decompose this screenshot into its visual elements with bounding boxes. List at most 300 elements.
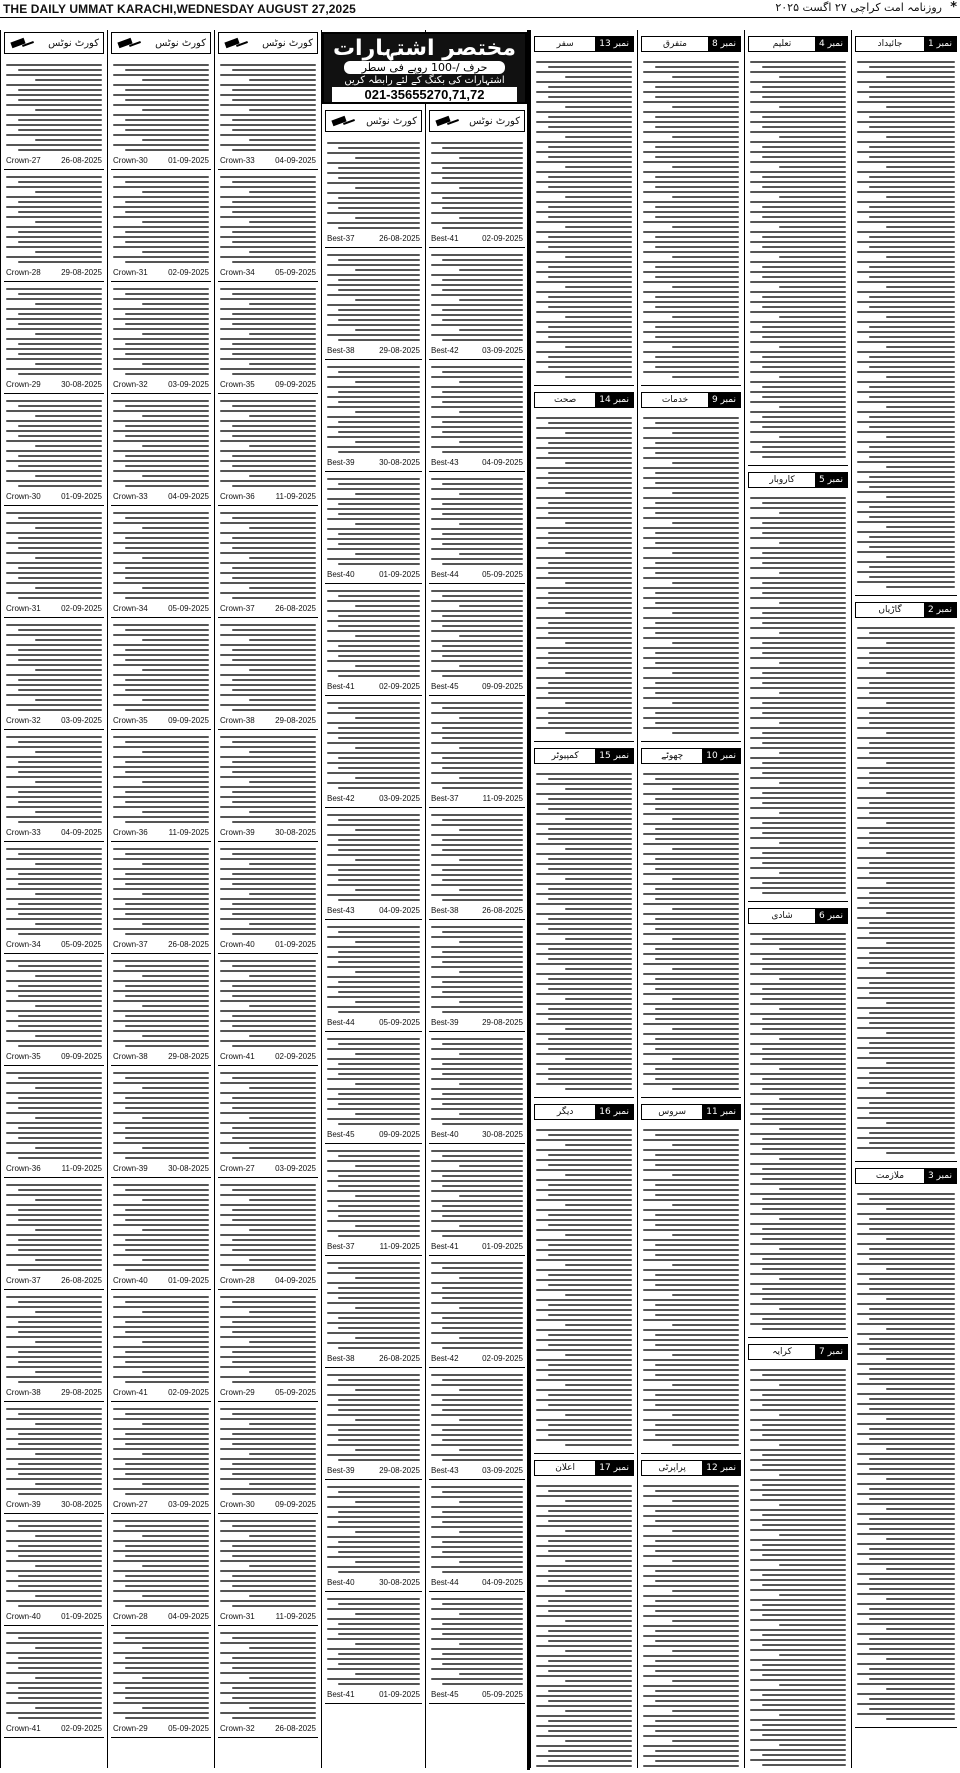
court-notice [429, 920, 525, 1032]
classified-listing [855, 1187, 957, 1728]
court-notice [429, 1480, 525, 1592]
notice-body [218, 284, 318, 379]
court-notice [4, 1626, 104, 1738]
notice-footer [111, 267, 211, 278]
court-notice [4, 58, 104, 170]
notice-tag: Crown-40 [220, 940, 255, 949]
notice-tag: Crown-33 [113, 492, 148, 501]
classified-column-2 [637, 30, 744, 1768]
notice-date: 05-09-2025 [379, 1018, 420, 1027]
notice-date: 11-09-2025 [61, 1164, 102, 1173]
court-notice [218, 170, 318, 282]
court-notice [4, 730, 104, 842]
court-notice [218, 1178, 318, 1290]
ad-phone: 021-35655270,71,72 [332, 87, 517, 102]
notice-tag: Crown-38 [113, 1052, 148, 1061]
court-notice [111, 1290, 211, 1402]
notice-tag: Crown-30 [220, 1500, 255, 1509]
category-number: نمبر 3 [924, 1169, 956, 1183]
notice-body [748, 929, 848, 1334]
notice-body [111, 1404, 211, 1499]
notice-date: 04-09-2025 [482, 458, 523, 467]
notice-date: 11-09-2025 [275, 492, 316, 501]
notice-tag: Best-41 [431, 1242, 459, 1251]
court-notice [218, 618, 318, 730]
notice-footer [111, 379, 211, 390]
notice-footer [325, 1465, 422, 1476]
notice-date: 01-09-2025 [61, 1612, 102, 1621]
notice-tag: Best-37 [327, 234, 355, 243]
notice-tag: Crown-40 [6, 1612, 41, 1621]
notice-body [4, 844, 104, 939]
gavel-icon [434, 115, 460, 127]
notice-body [4, 1404, 104, 1499]
notice-date: 26-08-2025 [275, 1724, 316, 1733]
notice-date: 26-08-2025 [482, 906, 523, 915]
notice-tag: Crown-41 [113, 1388, 148, 1397]
notice-tag: Crown-27 [6, 156, 41, 165]
notice-tag: Crown-34 [113, 604, 148, 613]
category-header [855, 36, 957, 52]
english-title: THE DAILY UMMAT KARACHI,WEDNESDAY AUGUST 27,2025 [3, 2, 356, 16]
notice-date: 11-09-2025 [379, 1242, 420, 1251]
notice-tag: Best-40 [327, 570, 355, 579]
notice-date: 09-09-2025 [61, 1052, 102, 1061]
notice-tag: Crown-39 [220, 828, 255, 837]
category-label: جائیداد [877, 39, 903, 49]
notice-date: 26-08-2025 [61, 1276, 102, 1285]
notice-tag: Best-38 [327, 1354, 355, 1363]
notice-date: 03-09-2025 [168, 1500, 209, 1509]
notice-footer [4, 491, 104, 502]
court-notice [4, 1066, 104, 1178]
classified-listing [534, 767, 634, 1098]
notice-footer [218, 379, 318, 390]
notice-body [218, 1404, 318, 1499]
notice-tag: Crown-29 [113, 1724, 148, 1733]
classified-listing [641, 1479, 741, 1768]
category-header [855, 1168, 957, 1184]
notice-body [429, 250, 525, 345]
court-notice [111, 618, 211, 730]
notice-tag: Crown-28 [113, 1612, 148, 1621]
notice-tag: Crown-41 [220, 1052, 255, 1061]
category-header [748, 36, 848, 52]
notice-footer [429, 457, 525, 468]
notice-footer [111, 1723, 211, 1734]
notice-footer [429, 1129, 525, 1140]
court-notice [218, 954, 318, 1066]
notice-date: 03-09-2025 [482, 346, 523, 355]
category-number: نمبر 10 [702, 749, 740, 763]
category-label: چھوٹے [661, 751, 684, 761]
notice-footer [325, 345, 422, 356]
notice-tag: Crown-27 [113, 1500, 148, 1509]
notice-date: 02-09-2025 [482, 1354, 523, 1363]
notice-body [111, 732, 211, 827]
notice-body [325, 1034, 422, 1129]
notice-body [855, 623, 957, 1158]
category-number: نمبر 8 [708, 37, 740, 51]
ad-booking-text: اشتہارات کی بکنگ کے لئے رابطہ کریں [344, 75, 505, 86]
court-notice [111, 1402, 211, 1514]
court-notice [218, 842, 318, 954]
notice-body [429, 138, 525, 233]
notice-date: 11-09-2025 [275, 1612, 316, 1621]
classified-column-3 [744, 30, 851, 1768]
category-number: نمبر 1 [924, 37, 956, 51]
notice-tag: Crown-35 [113, 716, 148, 725]
notice-date: 26-08-2025 [379, 1354, 420, 1363]
court-notice [429, 584, 525, 696]
notice-body [429, 1034, 525, 1129]
notice-date: 26-08-2025 [168, 940, 209, 949]
notice-footer [4, 1387, 104, 1398]
notice-footer [4, 1499, 104, 1510]
court-notice [4, 506, 104, 618]
notice-tag: Crown-31 [220, 1612, 255, 1621]
classified-listing [534, 1479, 634, 1768]
notice-footer [218, 939, 318, 950]
notice-body [4, 956, 104, 1051]
notice-tag: Crown-40 [113, 1276, 148, 1285]
notice-tag: Crown-37 [6, 1276, 41, 1285]
court-notice [111, 282, 211, 394]
notice-date: 30-08-2025 [379, 1578, 420, 1587]
notice-body [641, 1125, 741, 1450]
category-header [641, 36, 741, 52]
category-label: سفر [556, 39, 574, 49]
court-notice [111, 842, 211, 954]
notice-footer [218, 1275, 318, 1286]
notice-body [325, 138, 422, 233]
court-notice-header: کورٹ نوٹس [429, 110, 525, 132]
notice-body [429, 586, 525, 681]
notice-date: 03-09-2025 [379, 794, 420, 803]
court-column-1 [0, 30, 107, 1768]
notice-list [215, 58, 321, 1738]
notice-tag: Crown-36 [220, 492, 255, 501]
notice-date: 09-09-2025 [275, 1500, 316, 1509]
classified-listing [748, 491, 848, 902]
notice-footer [429, 793, 525, 804]
category-header [748, 472, 848, 488]
notice-body [111, 1068, 211, 1163]
notice-body [325, 810, 422, 905]
notice-date: 04-09-2025 [61, 828, 102, 837]
notice-date: 29-08-2025 [379, 1466, 420, 1475]
notice-footer [429, 1017, 525, 1028]
notice-tag: Best-40 [327, 1578, 355, 1587]
notice-footer [429, 1689, 525, 1700]
notice-footer [111, 155, 211, 166]
notice-tag: Crown-37 [113, 940, 148, 949]
notice-tag: Crown-27 [220, 1164, 255, 1173]
notice-body [4, 620, 104, 715]
category-label: کاروبار [769, 475, 795, 485]
category-header [534, 1460, 634, 1476]
notice-footer [218, 1163, 318, 1174]
notice-tag: Crown-36 [113, 828, 148, 837]
notice-footer [325, 233, 422, 244]
classified-listing [855, 621, 957, 1162]
category-header [748, 1344, 848, 1360]
notice-body [325, 1482, 422, 1577]
notice-tag: Crown-38 [6, 1388, 41, 1397]
notice-tag: Crown-34 [6, 940, 41, 949]
notice-body [325, 1370, 422, 1465]
notice-date: 26-08-2025 [379, 234, 420, 243]
notice-date: 01-09-2025 [168, 156, 209, 165]
notice-list [1, 58, 107, 1738]
category-header [748, 908, 848, 924]
classified-ad-banner [322, 32, 527, 104]
court-notice [325, 472, 422, 584]
notice-footer [429, 233, 525, 244]
court-notice [111, 58, 211, 170]
notice-body [325, 1146, 422, 1241]
notice-body [325, 250, 422, 345]
ad-rate: حرف /-100 روپے فی سطر [344, 61, 505, 74]
court-notice-header: کورٹ نوٹس [4, 32, 104, 54]
notice-body [4, 732, 104, 827]
court-notice [218, 282, 318, 394]
notice-footer [4, 267, 104, 278]
notice-footer [325, 793, 422, 804]
court-notice [218, 1402, 318, 1514]
category-label: ملازمت [875, 1171, 905, 1181]
court-notice [429, 1256, 525, 1368]
notice-body [429, 1258, 525, 1353]
notice-tag: Best-41 [431, 234, 459, 243]
notice-body [534, 57, 634, 382]
classified-listing [534, 1123, 634, 1454]
category-number: نمبر 17 [595, 1461, 633, 1475]
notice-tag: Crown-35 [6, 1052, 41, 1061]
notice-body [641, 57, 741, 382]
court-notice [111, 1626, 211, 1738]
notice-body [218, 396, 318, 491]
notice-body [325, 1258, 422, 1353]
notice-date: 29-08-2025 [168, 1052, 209, 1061]
notice-body [641, 769, 741, 1094]
notice-tag: Crown-32 [220, 1724, 255, 1733]
category-label: تعلیم [772, 39, 792, 49]
notice-tag: Crown-30 [6, 492, 41, 501]
notice-date: 30-08-2025 [61, 380, 102, 389]
notice-body [534, 413, 634, 738]
classified-listing [748, 927, 848, 1338]
category-label: کرایہ [772, 1347, 792, 1357]
notice-body [218, 1516, 318, 1611]
notice-date: 02-09-2025 [482, 234, 523, 243]
notice-tag: Best-37 [327, 1242, 355, 1251]
notice-tag: Crown-29 [6, 380, 41, 389]
court-notice [111, 1178, 211, 1290]
notice-footer [429, 1241, 525, 1252]
notice-tag: Crown-39 [113, 1164, 148, 1173]
notice-footer [218, 827, 318, 838]
notice-tag: Crown-33 [6, 828, 41, 837]
notice-body [218, 1068, 318, 1163]
court-notice [4, 954, 104, 1066]
notice-date: 26-08-2025 [275, 604, 316, 613]
court-notice [218, 1626, 318, 1738]
notice-tag: Crown-30 [113, 156, 148, 165]
notice-footer [4, 1051, 104, 1062]
notice-footer [4, 1275, 104, 1286]
notice-date: 01-09-2025 [482, 1242, 523, 1251]
court-notice [429, 472, 525, 584]
notice-tag: Best-43 [431, 1466, 459, 1475]
notice-date: 09-09-2025 [168, 716, 209, 725]
notice-tag: Best-44 [327, 1018, 355, 1027]
notice-body [429, 698, 525, 793]
notice-tag: Best-38 [327, 346, 355, 355]
court-notice [4, 1290, 104, 1402]
notice-tag: Best-44 [431, 1578, 459, 1587]
notice-body [4, 1292, 104, 1387]
notice-footer [4, 827, 104, 838]
court-notice [325, 136, 422, 248]
notice-list [426, 136, 528, 1704]
notice-footer [325, 1577, 422, 1588]
notice-footer [218, 1611, 318, 1622]
notice-footer [325, 1241, 422, 1252]
notice-date: 02-09-2025 [168, 1388, 209, 1397]
notice-date: 30-08-2025 [168, 1164, 209, 1173]
classified-listing [855, 55, 957, 596]
notice-body [534, 769, 634, 1094]
court-notice [218, 1290, 318, 1402]
court-notice-header: کورٹ نوٹس [325, 110, 422, 132]
notice-date: 04-09-2025 [168, 492, 209, 501]
category-label: شادی [771, 911, 793, 921]
court-notice [325, 920, 422, 1032]
notice-tag: Crown-31 [6, 604, 41, 613]
notice-tag: Crown-32 [113, 380, 148, 389]
notice-footer [429, 1353, 525, 1364]
classified-listing [748, 1363, 848, 1768]
notice-date: 05-09-2025 [275, 1388, 316, 1397]
court-notice [325, 808, 422, 920]
notice-footer [429, 1465, 525, 1476]
notice-body [111, 844, 211, 939]
gavel-icon [116, 37, 142, 49]
category-label: خدمات [661, 395, 689, 405]
notice-tag: Crown-28 [220, 1276, 255, 1285]
notice-body [111, 1180, 211, 1275]
notice-date: 04-09-2025 [379, 906, 420, 915]
notice-body [429, 1370, 525, 1465]
notice-body [218, 508, 318, 603]
court-notice [111, 1514, 211, 1626]
court-notice [325, 696, 422, 808]
court-notice [111, 170, 211, 282]
notice-date: 04-09-2025 [482, 1578, 523, 1587]
notice-tag: Crown-41 [6, 1724, 41, 1733]
notice-date: 30-08-2025 [275, 828, 316, 837]
classified-listing [534, 55, 634, 386]
notice-footer [325, 905, 422, 916]
classified-listing [534, 411, 634, 742]
notice-body [218, 1628, 318, 1723]
category-number: نمبر 9 [708, 393, 740, 407]
court-column-4 [321, 30, 425, 1768]
notice-body [218, 620, 318, 715]
court-notice [325, 584, 422, 696]
gavel-icon [330, 115, 356, 127]
notice-date: 05-09-2025 [482, 1690, 523, 1699]
court-notice [218, 394, 318, 506]
court-notice [218, 730, 318, 842]
classified-listing [641, 55, 741, 386]
notice-date: 30-08-2025 [379, 458, 420, 467]
court-notice [429, 248, 525, 360]
notice-body [641, 1481, 741, 1768]
classified-listing [641, 1123, 741, 1454]
notice-tag: Best-43 [327, 906, 355, 915]
notice-date: 05-09-2025 [61, 940, 102, 949]
court-notice [218, 58, 318, 170]
star-icon: * [950, 0, 957, 15]
notice-date: 29-08-2025 [61, 1388, 102, 1397]
notice-tag: Crown-39 [6, 1500, 41, 1509]
court-notice [429, 696, 525, 808]
notice-tag: Best-38 [431, 906, 459, 915]
notice-date: 09-09-2025 [275, 380, 316, 389]
notice-footer [4, 155, 104, 166]
notice-body [748, 1365, 848, 1768]
gavel-icon [223, 37, 249, 49]
notice-tag: Crown-32 [6, 716, 41, 725]
court-notice [325, 1144, 422, 1256]
notice-body [111, 60, 211, 155]
notice-tag: Best-40 [431, 1130, 459, 1139]
notice-footer [4, 715, 104, 726]
notice-list [322, 136, 425, 1704]
classified-listing [748, 55, 848, 466]
notice-tag: Best-43 [431, 458, 459, 467]
notice-body [111, 1516, 211, 1611]
category-label: صحت [553, 395, 577, 405]
notice-body [429, 362, 525, 457]
notice-footer [325, 1353, 422, 1364]
court-notice [218, 1514, 318, 1626]
notice-body [111, 284, 211, 379]
category-header [534, 748, 634, 764]
notice-body [4, 1516, 104, 1611]
notice-footer [325, 1689, 422, 1700]
court-notice [429, 1144, 525, 1256]
court-notice [429, 1592, 525, 1704]
notice-body [429, 810, 525, 905]
notice-tag: Crown-29 [220, 1388, 255, 1397]
notice-body [4, 172, 104, 267]
court-notice [429, 1368, 525, 1480]
notice-date: 29-08-2025 [275, 716, 316, 725]
notice-footer [111, 491, 211, 502]
court-notice [325, 1368, 422, 1480]
notice-body [748, 57, 848, 462]
notice-footer [111, 1387, 211, 1398]
notice-body [429, 1482, 525, 1577]
category-label: گاڑیاں [878, 605, 902, 615]
notice-footer [429, 1577, 525, 1588]
court-notice [4, 394, 104, 506]
notice-date: 30-08-2025 [482, 1130, 523, 1139]
notice-body [111, 620, 211, 715]
